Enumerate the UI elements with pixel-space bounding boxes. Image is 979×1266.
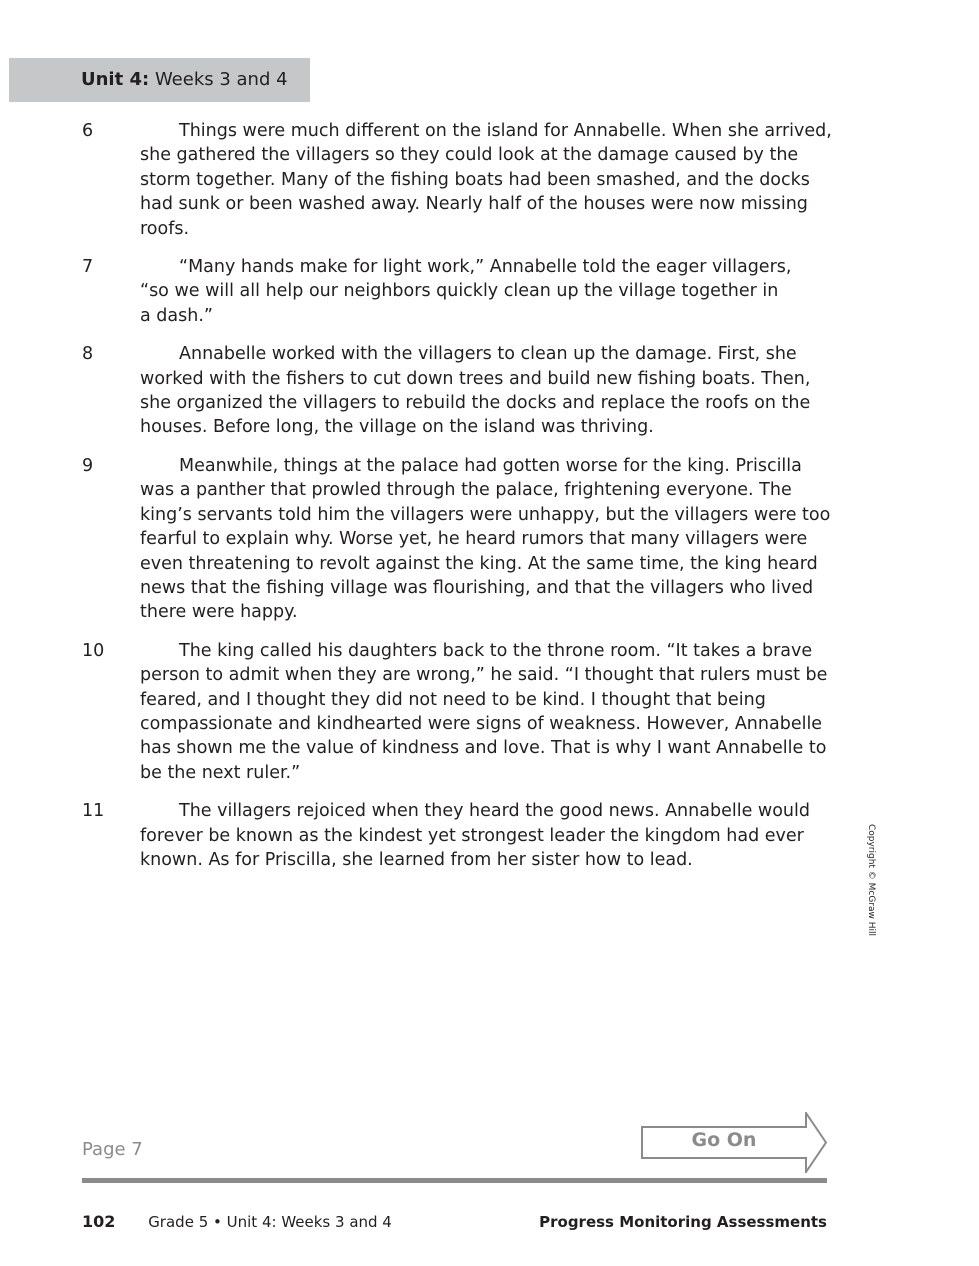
paragraph-number: 9 bbox=[82, 455, 94, 476]
page-number: 102 bbox=[82, 1212, 116, 1231]
footer-divider bbox=[82, 1178, 827, 1183]
footer-grade: Grade 5 bbox=[148, 1213, 209, 1231]
footer-unit: Unit 4: Weeks 3 and 4 bbox=[226, 1213, 392, 1231]
footer-bullet: • bbox=[213, 1213, 222, 1231]
unit-weeks: Weeks 3 and 4 bbox=[154, 69, 288, 90]
paragraph-number: 6 bbox=[82, 121, 94, 141]
passage bbox=[0, 119, 979, 886]
footer-title: Progress Monitoring Assessments bbox=[539, 1213, 827, 1231]
copyright-text: Copyright © McGraw Hill bbox=[866, 823, 876, 937]
paragraph-number: 7 bbox=[82, 257, 94, 278]
paragraph-text: Things were much different on the island for Annabelle. When she arrived, she gathered the villagers so they could look at the damage caused by the storm together. Many of the fishing boats had been smashed, and the docks had sunk or been washed away. Nearly half of the houses were now missing roofs. bbox=[140, 121, 832, 239]
paragraph-text: The king called his daughters back to the throne room. “It takes a brave person to admit when they are wrong,” he said. “I thought that rulers must be feared, and I thought they did not need to be kind. I thought that being compassionate and kindhearted were signs of weakness. However, Annabelle has shown me the value of kindness and love. That is why I want Annabelle to be the next ruler.” bbox=[140, 640, 828, 783]
paragraph-number: 8 bbox=[82, 344, 94, 365]
paragraph bbox=[0, 454, 979, 625]
paragraph-text: Annabelle worked with the villagers to clean up the damage. First, she worked with the fishers to cut down trees and build new fishing boats. Then, she organized the villagers to rebuild the docks and replace the roofs on the houses. Before long, the village on the island was thriving. bbox=[140, 344, 811, 438]
footer bbox=[82, 1212, 827, 1232]
unit-label: Unit 4: bbox=[81, 69, 150, 90]
go-on-label: Go On bbox=[691, 1129, 757, 1151]
paragraph bbox=[0, 639, 979, 785]
paragraph-text: “Many hands make for light work,” Annabelle told the eager villagers, “so we will all help our neighbors quickly clean up the village together in a dash.” bbox=[140, 257, 792, 326]
page-label: Page 7 bbox=[82, 1139, 143, 1160]
unit-header bbox=[9, 58, 310, 102]
paragraph-number: 10 bbox=[82, 640, 105, 661]
paragraph-text: Meanwhile, things at the palace had gotten worse for the king. Priscilla was a panther that prowled through the palace, frightening everyone. The king’s servants told him the villagers were unhappy, but the villagers were too fearful to explain why. Worse yet, he heard rumors that many villagers were even threatening to revolt against the king. At the same time, the king heard news that the fishing village was flourishing, and that the villagers who lived there were happy. bbox=[140, 455, 831, 623]
go-on-arrow bbox=[641, 1112, 827, 1173]
paragraph bbox=[0, 255, 979, 328]
paragraph-text: The villagers rejoiced when they heard the good news. Annabelle would forever be known as the kindest yet strongest leader the kingdom had ever known. As for Priscilla, she learned from her sister how to lead. bbox=[140, 801, 810, 870]
paragraph bbox=[0, 799, 979, 872]
paragraph bbox=[0, 342, 979, 440]
paragraph-number: 11 bbox=[82, 801, 105, 822]
paragraph bbox=[0, 119, 979, 241]
